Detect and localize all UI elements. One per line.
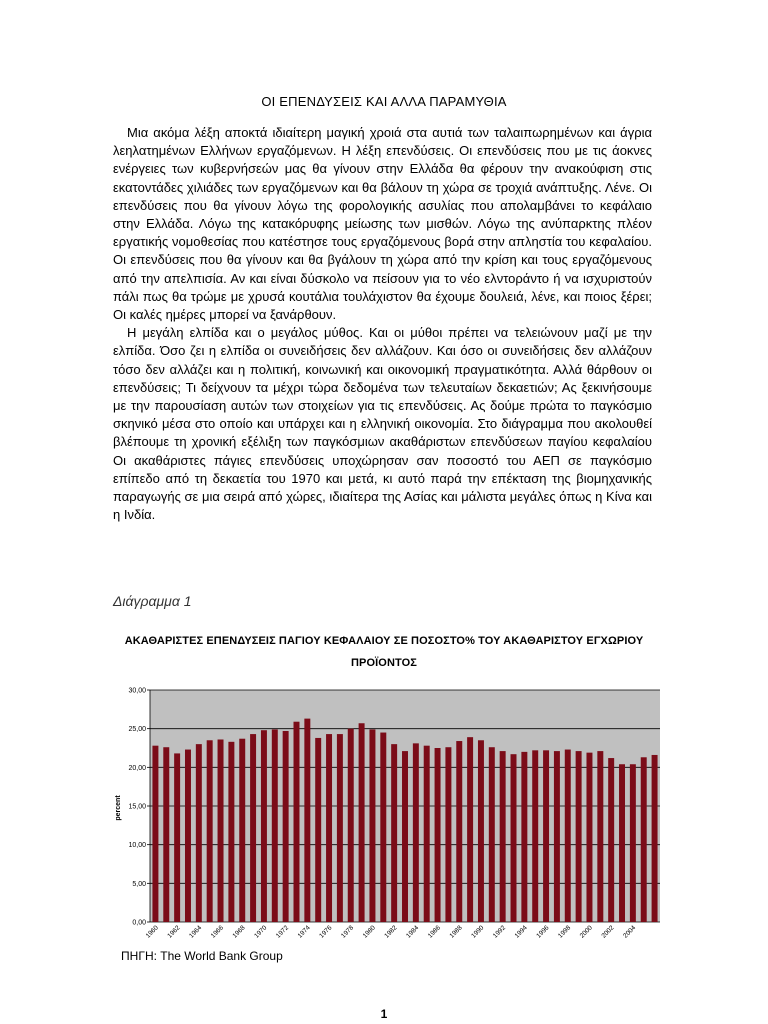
chart-title	[108, 630, 660, 674]
bar	[576, 751, 582, 922]
y-tick-label: 20,00	[128, 764, 146, 772]
bar	[369, 729, 375, 922]
bar	[294, 722, 300, 922]
chart-title-line-2: ΠΡΟΪΟΝΤΟΣ	[351, 657, 417, 669]
bar	[348, 729, 354, 922]
bar	[424, 746, 430, 922]
x-axis	[145, 922, 660, 940]
bar	[272, 729, 278, 922]
x-tick-label: 1976	[318, 924, 334, 940]
x-tick-label: 1986	[426, 924, 442, 940]
bar	[435, 748, 441, 922]
bar	[597, 751, 603, 922]
bar	[359, 723, 365, 922]
bar	[152, 746, 158, 922]
bar	[478, 740, 484, 922]
x-tick-label: 1970	[253, 924, 269, 940]
bar	[467, 737, 473, 922]
bar	[402, 751, 408, 922]
x-tick-label: 2002	[600, 924, 616, 940]
y-axis-label: percent	[115, 795, 122, 821]
bar	[185, 750, 191, 922]
bar	[228, 742, 234, 922]
y-tick-label: 5,00	[132, 880, 146, 888]
y-tick-label: 25,00	[128, 726, 146, 734]
bar	[391, 744, 397, 922]
x-tick-label: 1994	[513, 924, 529, 940]
bar	[511, 754, 517, 922]
y-tick-label: 10,00	[128, 842, 146, 850]
x-tick-label: 1964	[188, 924, 204, 940]
x-tick-label: 1980	[361, 924, 377, 940]
bar	[489, 747, 495, 922]
paragraph-2: Η μεγάλη ελπίδα και ο μεγάλος μύθος. Και οι μύθοι πρέπει να τελειώνουν μαζί με την ελπίδα. Όσο ζει η ελπίδα οι συνειδήσεις δεν αλλάζουν. Και όσο οι συνειδήσεις δεν αλλάζουν τόσο δεν αλλάζει και η πολιτική, κοινωνική και οικονομική πραγματικότητα. Αλλά θάρθουν οι επενδύσεις; Τι δείχνουν τα μέχρι τώρα δεδομένα των τελευταίων δεκαετιών; Ας ξεκινήσουμε με την παρουσίαση αυτών των στοιχείων για τις επενδύσεις. Ας δούμε πρώτα το παγκόσμιο σκηνικό μέσα στο οποίο και υπάρχει και η ελληνική οικονομία. Στο διάγραμμα που ακολουθεί βλέπουμε τη χρονική εξέλιξη των παγκόσμιων ακαθάριστων επενδύσεων παγίου κεφαλαίου Οι ακαθάριστες πάγιες επενδύσεις υποχώρησαν σαν ποσοστό του ΑΕΠ σε παγκόσμιο επίπεδο από τη δεκαετία του 1970 και μετά, κι αυτό παρά την επέκταση της βιομηχανικής παραγωγής σε μια σειρά από χώρες, ιδιαίτερα της Ασίας και μάλιστα μεγάλες όπως η Κίνα και η Ινδία.	[113, 325, 652, 523]
bar	[532, 750, 538, 922]
bar	[163, 747, 169, 922]
x-tick-label: 1990	[470, 924, 486, 940]
x-tick-label: 1978	[339, 924, 356, 940]
bar	[641, 757, 647, 922]
x-tick-label: 1984	[405, 924, 421, 940]
bar	[554, 751, 560, 922]
bar	[380, 733, 386, 922]
investment-bar-chart	[108, 680, 668, 952]
diagram-label: Διάγραμμα 1	[113, 593, 192, 609]
y-tick-label: 15,00	[128, 803, 146, 811]
bar	[174, 753, 180, 922]
bar	[261, 730, 267, 922]
bar	[619, 764, 625, 922]
y-tick-label: 0,00	[132, 919, 146, 927]
bar	[565, 750, 571, 922]
paragraph-1: Μια ακόμα λέξη αποκτά ιδιαίτερη μαγική χροιά στα αυτιά των ταλαιπωρημένων και άγρια λεηλατημένων Ελλήνων εργαζόμενων. Η λέξη επενδύσεις. Οι επενδύσεις που με τις άοκνες ενέργειες των κυβερνήσεών μας θα γίνουν στην Ελλάδα θα φέρουν την ανακούφιση στις εκατοντάδες χιλιάδες των εργαζόμενων και θα βάλουν τη χώρα σε τροχιά ανάπτυξης. Λένε. Οι επενδύσεις που θα γίνουν λόγω της φορολογικής ασυλίας που απολαμβάνει το κεφάλαιο στην Ελλάδα. Λόγω της κατακόρυφης μείωσης των μισθών. Λόγω της ανύπαρκτης πλέον εργατικής νομοθεσίας που κατέστησε τους εργαζόμενους βορά στην απληστία του κεφαλαίου. Οι επενδύσεις που θα γίνουν και θα βγάλουν τη χώρα από την κρίση και τους εργαζόμενους από την απελπισία. Αν και είναι δύσκολο να πείσουν για το νέο ελντοράντο ή να ισχυριστούν πάλι πως θα τρώμε με χρυσά κουτάλια τουλάχιστον θα έχουμε δουλειά, λένε, και ποιος ξέρει; Οι καλές ημέρες μπορεί να ξανάρθουν.	[113, 125, 652, 323]
x-tick-label: 1974	[296, 924, 312, 940]
bar	[207, 740, 213, 922]
bar	[337, 734, 343, 922]
x-tick-label: 1966	[209, 924, 225, 940]
page-number: 1	[380, 1007, 388, 1021]
bar	[283, 731, 289, 922]
bar	[250, 734, 256, 922]
document-title: ΟΙ ΕΠΕΝΔΥΣΕΙΣ ΚΑΙ ΑΛΛΑ ΠΑΡΑΜΥΘΙΑ	[261, 94, 507, 109]
x-tick-label: 1996	[535, 924, 551, 940]
bar	[500, 751, 506, 922]
bar	[196, 744, 202, 922]
x-tick-label: 1960	[144, 924, 160, 940]
chart-title-line-1: ΑΚΑΘΑΡΙΣΤΕΣ ΕΠΕΝΔΥΣΕΙΣ ΠΑΓΙΟΥ ΚΕΦΑΛΑΙΟΥ ΣΕ ΠΟΣΟΣΤΟ% ΤΟΥ ΑΚΑΘΑΡΙΣΤΟΥ ΕΓΧΩΡΙΟΥ	[124, 635, 644, 647]
bar	[586, 753, 592, 922]
x-tick-label: 1982	[383, 924, 399, 940]
bar	[630, 764, 636, 922]
bar	[239, 739, 245, 922]
bar	[608, 758, 614, 922]
bar	[413, 743, 419, 922]
bar	[218, 739, 224, 922]
bar	[521, 752, 527, 922]
x-tick-label: 1992	[491, 924, 508, 940]
y-axis	[128, 688, 150, 927]
bar	[315, 738, 321, 922]
bar	[304, 719, 310, 922]
source-note: ΠΗΓΗ: The World Bank Group	[121, 949, 283, 963]
body-text	[113, 124, 652, 524]
x-tick-label: 2000	[578, 924, 594, 940]
bar	[456, 741, 462, 922]
x-tick-label: 1972	[274, 924, 291, 940]
x-tick-label: 1962	[166, 924, 182, 940]
x-tick-label: 1988	[448, 924, 464, 940]
bar	[445, 747, 451, 922]
bar	[543, 750, 549, 922]
x-tick-label: 1998	[556, 924, 573, 940]
y-tick-label: 30,00	[128, 687, 146, 695]
bar	[652, 755, 658, 922]
bar	[326, 734, 332, 922]
x-tick-label: 2004	[622, 924, 638, 940]
x-tick-label: 1968	[231, 924, 247, 940]
